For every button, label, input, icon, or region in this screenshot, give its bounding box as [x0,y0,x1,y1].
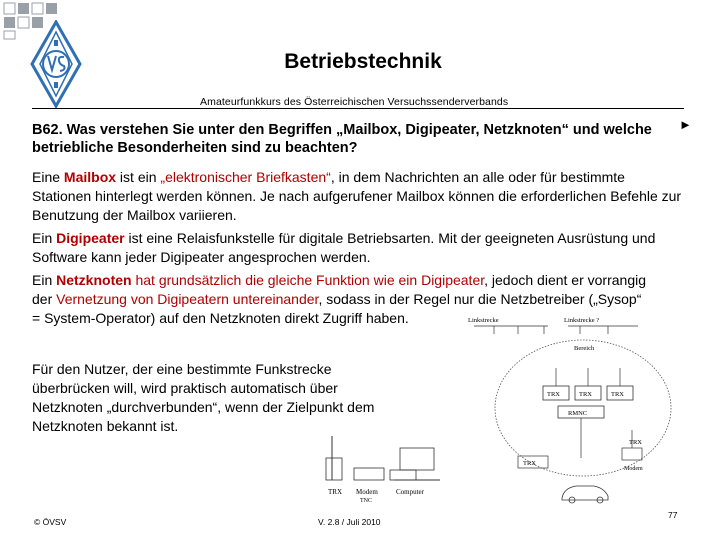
paragraph-digipeater: Ein Digipeater ist eine Relaisfunkstelle für digitale Betriebsarten. Mit der geeigneten Ausrüstung und Software kann jeder Digipeater angesprochen werden. [32,230,656,265]
keyword-mailbox: Mailbox [63,169,117,185]
legend-trx: TRX [328,488,342,496]
diagram-ring-label: Bereich [574,345,595,352]
legend-modem: Modem [356,488,378,496]
diagram-rmnc: RMNC [568,410,588,417]
next-arrow-icon[interactable]: ► [679,117,692,132]
footer-version: V. 2.8 / Juli 2010 [318,517,381,527]
diagram-link-right: Linkstrecke ? [564,317,600,324]
network-diagram [318,308,678,508]
keyword-briefkasten: „elektronischer Briefkasten“ [160,169,331,185]
keyword-vernetzung: Vernetzung von Digipeatern untereinander [56,291,319,307]
footer-copyright: © ÖVSV [34,517,67,527]
question-text: B62. Was verstehen Sie unter den Begriffen „Mailbox, Digipeater, Netzknoten“ und welche betriebliche Besonderheiten sind zu beachten? [32,122,652,156]
page-number: 77 [668,510,678,520]
paragraph-mailbox: Eine Mailbox ist ein „elektronischer Briefkasten“, in dem Nachrichten an alle oder für bestimmte Stationen hinterlegt werden können. Je nach aufgerufener Mailbox können die erforderlichen Befehle zur Benutzung der Mailbox variieren. [32,169,682,223]
keyword-netzknoten: Netzknoten [56,272,132,288]
paragraph-netzknoten: Ein Netzknoten hat grundsätzlich die gleiche Funktion wie ein Digipeater, jedoch dient er vorrangig der Vernetzung von Digipeatern untereinander, sodass in der Regel nur die Netzbetreiber („Sysop“ = System-Operator) auf den Netzknoten direkt Zugriff haben. [32,272,646,326]
page-subtitle: Amateurfunkkurs des Österreichischen Versuchssenderverbands [200,96,509,108]
diagram-trx-mid: TRX [579,391,592,398]
page-title: Betriebstechnik [284,50,442,73]
diagram-modem: Modem [624,466,643,472]
header-rule [32,108,684,109]
diagram-trx-station: TRX [523,460,536,467]
keyword-digipeater: Digipeater [56,230,125,246]
diagram-link-left: Linkstrecke [468,317,499,324]
legend-tnc: TNC [360,498,372,504]
diagram-trx-right: TRX [611,391,624,398]
diagram-trx-left: TRX [547,391,560,398]
legend-computer: Computer [396,488,424,496]
paragraph-nutzer: Für den Nutzer, der eine bestimmte Funkstrecke überbrücken will, wird praktisch automatisch über Netzknoten „durchverbunden“, wenn der Zielpunkt dem Netzknoten bekannt ist. [32,361,375,434]
diagram-trx-user: TRX [629,439,642,446]
